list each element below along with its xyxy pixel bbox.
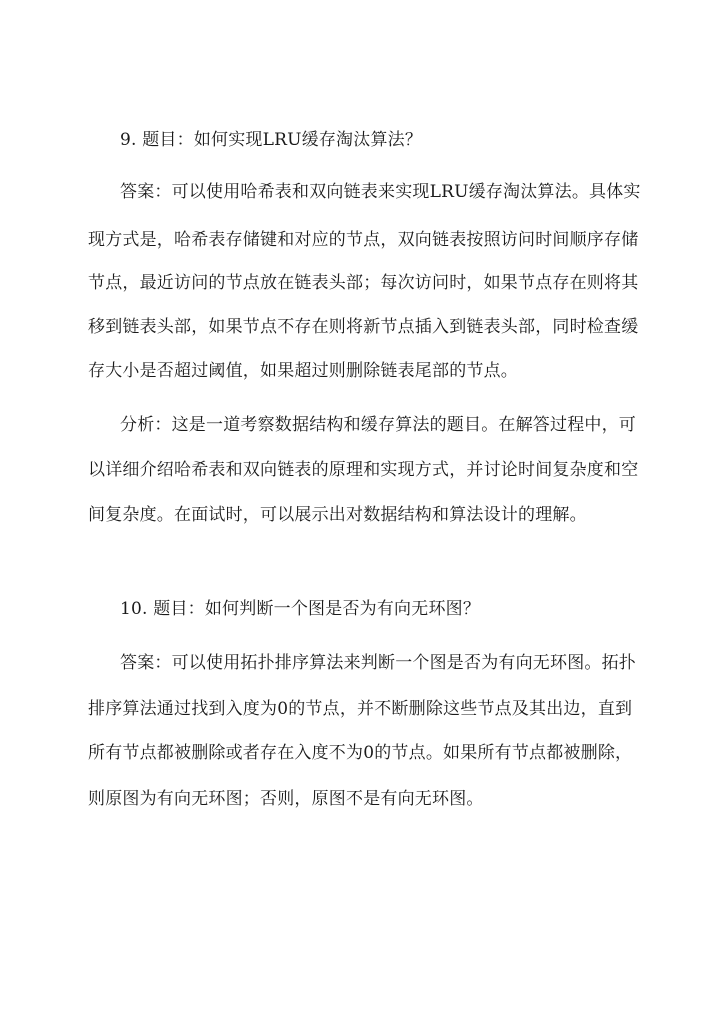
question-9-answer-line-2: 现方式是，哈希表存储键和对应的节点，双向链表按照访问时间顺序存储 — [88, 230, 639, 250]
question-10-answer-line-2: 排序算法通过找到入度为0的节点，并不断删除这些节点及其出边，直到 — [88, 699, 633, 719]
question-9-analysis-line-1: 分析：这是一道考察数据结构和缓存算法的题目。在解答过程中，可 — [120, 415, 636, 435]
question-10-answer-line-3: 所有节点都被删除或者存在入度不为0的节点。如果所有节点都被删除， — [88, 743, 633, 763]
question-10-answer-line-1: 答案：可以使用拓扑排序算法来判断一个图是否为有向无环图。拓扑 — [120, 653, 636, 673]
question-9-answer-line-5: 存大小是否超过阈值，如果超过则删除链表尾部的节点。 — [88, 361, 518, 381]
question-9-answer-line-3: 节点，最近访问的节点放在链表头部；每次访问时，如果节点存在则将其 — [88, 273, 639, 293]
question-10-title: 10. 题目：如何判断一个图是否为有向无环图？ — [120, 599, 481, 619]
question-9-analysis-line-2: 以详细介绍哈希表和双向链表的原理和实现方式，并讨论时间复杂度和空 — [88, 460, 639, 480]
question-9-title: 9. 题目：如何实现LRU缓存淘汰算法？ — [120, 130, 423, 150]
question-10-answer-line-4: 则原图为有向无环图；否则，原图不是有向无环图。 — [88, 789, 484, 809]
question-9-answer-line-1: 答案：可以使用哈希表和双向链表来实现LRU缓存淘汰算法。具体实 — [120, 182, 641, 202]
question-9-answer-line-4: 移到链表头部，如果节点不存在则将新节点插入到链表头部，同时检查缓 — [88, 317, 639, 337]
question-9-analysis-line-3: 间复杂度。在面试时，可以展示出对数据结构和算法设计的理解。 — [88, 505, 587, 525]
